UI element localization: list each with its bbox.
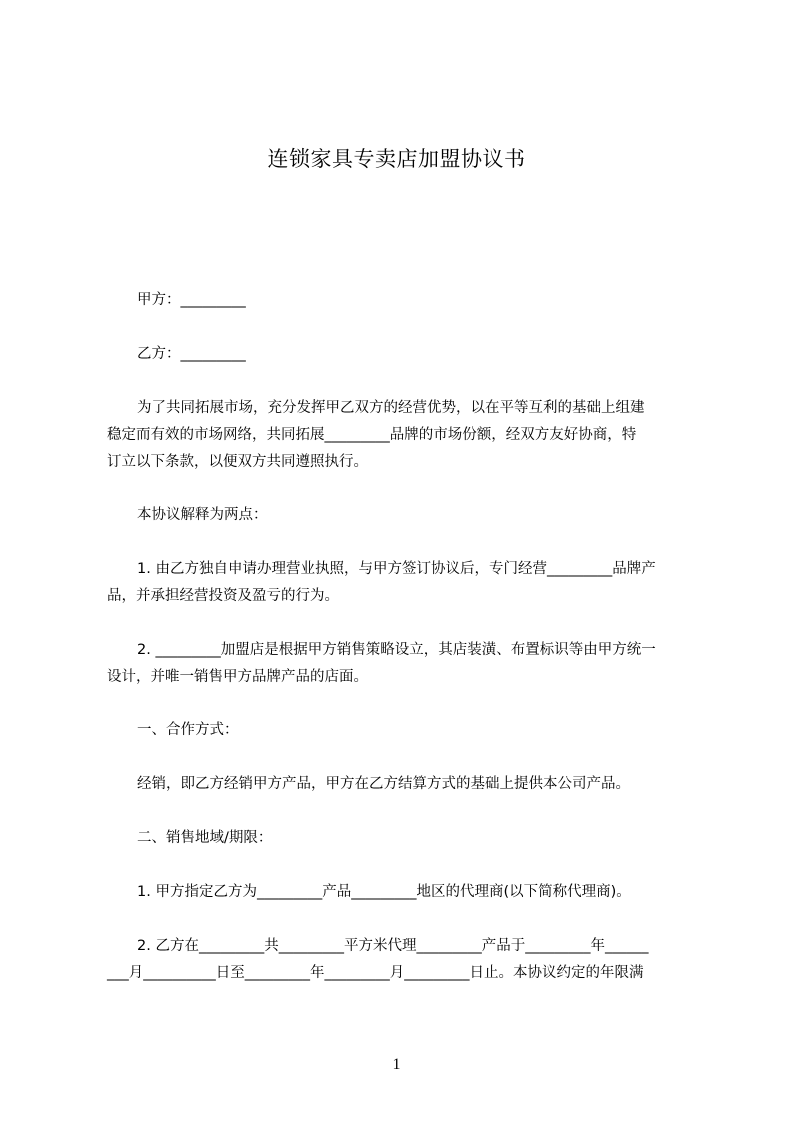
clause-2-line-2: 设计，并唯一销售甲方品牌产品的店面。 — [107, 669, 368, 685]
section-1-heading: 一、合作方式： — [137, 722, 239, 738]
preamble-line-2: 稳定而有效的市场网络，共同拓展_________品牌的市场份额，经双方友好协商，特 — [107, 427, 637, 443]
party-a-line: 甲方：_________ — [137, 292, 246, 308]
page-number: 1 — [392, 1056, 401, 1073]
section-2-item-1: 1. 甲方指定乙方为_________产品_________地区的代理商(以下简称代理商)。 — [137, 884, 631, 900]
section-2-item-2-line-2: ___月__________日至_________年_________月_________日止。本协议约定的年限满 — [107, 965, 644, 981]
section-2-heading: 二、销售地域/期限： — [137, 830, 273, 846]
document-title: 连锁家具专卖店加盟协议书 — [267, 147, 526, 171]
interpretation-heading: 本协议解释为两点： — [137, 507, 268, 523]
preamble-line-3: 订立以下条款，以便双方共同遵照执行。 — [107, 454, 368, 470]
section-2-item-2-line-1: 2. 乙方在_________共_________平方米代理_________产品于_________年______ — [137, 938, 649, 954]
preamble-line-1: 为了共同拓展市场，充分发挥甲乙双方的经营优势，以在平等互利的基础上组建 — [137, 400, 645, 416]
section-1-body: 经销，即乙方经销甲方产品，甲方在乙方结算方式的基础上提供本公司产品。 — [137, 776, 630, 792]
clause-1-line-2: 品，并承担经营投资及盈亏的行为。 — [107, 588, 339, 604]
clause-2-line-1: 2. _________加盟店是根据甲方销售策略设立，其店装潢、布置标识等由甲方统一 — [137, 642, 656, 658]
party-b-line: 乙方：_________ — [137, 346, 246, 362]
clause-1-line-1: 1. 由乙方独自申请办理营业执照，与甲方签订协议后，专门经营_________品牌产 — [137, 561, 656, 577]
